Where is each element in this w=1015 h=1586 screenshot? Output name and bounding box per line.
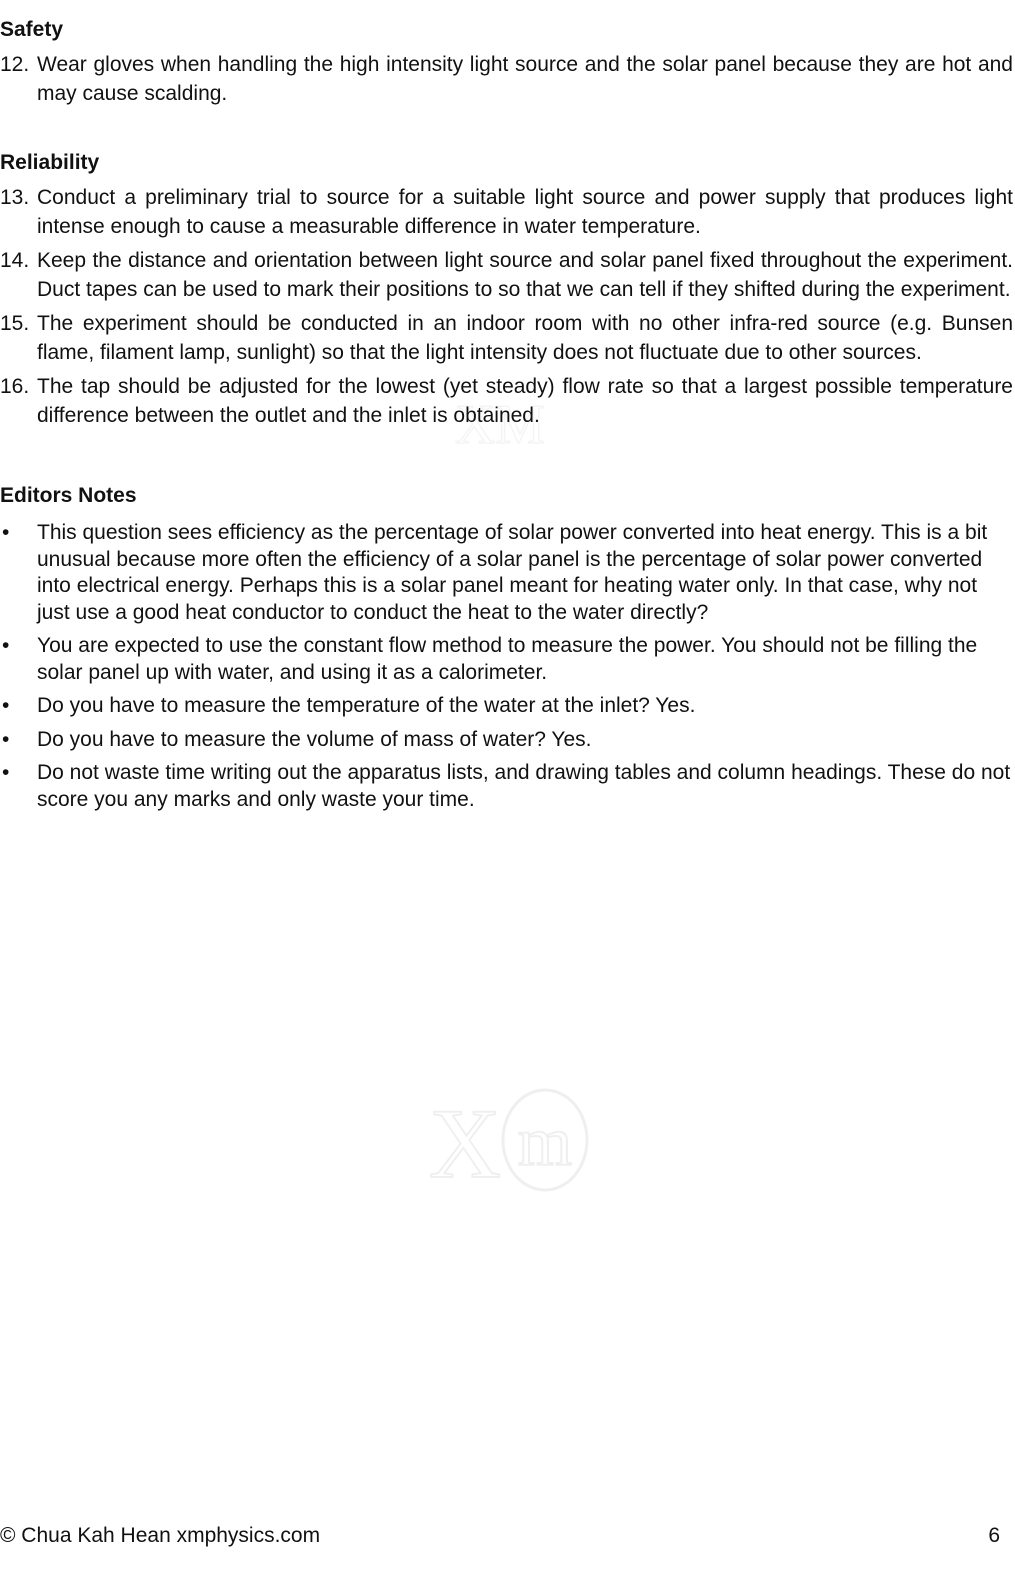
item-text: Conduct a preliminary trial to source for a suitable light source and power supply that produces light intense enough to cause a measurable difference in water temperature. — [37, 186, 1013, 238]
footer-copyright: © Chua Kah Hean xmphysics.com — [0, 1524, 321, 1547]
reliability-heading: Reliability — [0, 151, 100, 174]
editors-notes-heading: Editors Notes — [0, 484, 137, 507]
editors-notes-list — [0, 520, 1013, 813]
watermark-logo-icon — [405, 1085, 595, 1195]
item-number: 15. — [0, 312, 30, 335]
bullet-icon: • — [2, 521, 10, 544]
list-item — [0, 183, 1013, 241]
editors-notes-section — [0, 482, 1013, 813]
list-item — [0, 727, 1013, 754]
item-text: This question sees efficiency as the percentage of solar power converted into heat energy. This is a bit unusual because more often the efficiency of a solar panel is the percentage of solar power converted into electrical energy. Perhaps this is a solar panel meant for heating water only. In that case, why not just use a good heat conductor to conduct the heat to the water directly? — [37, 521, 988, 624]
list-item — [0, 760, 1013, 813]
list-item — [0, 520, 1013, 626]
bullet-icon: • — [2, 634, 10, 657]
list-item — [0, 372, 1013, 430]
item-number: 16. — [0, 375, 30, 398]
list-item — [0, 246, 1013, 304]
list-item — [0, 309, 1013, 367]
item-text: Do you have to measure the temperature of the water at the inlet? Yes. — [37, 694, 696, 717]
safety-section — [0, 16, 1013, 108]
item-number: 12. — [0, 53, 30, 76]
safety-list — [0, 50, 1013, 108]
item-text: The tap should be adjusted for the lowest (yet steady) flow rate so that a largest possible temperature difference between the outlet and the inlet is obtained. — [37, 375, 1013, 427]
item-number: 14. — [0, 249, 30, 272]
item-text: Do you have to measure the volume of mass of water? Yes. — [37, 727, 592, 751]
bullet-icon: • — [2, 761, 10, 784]
bullet-icon: • — [2, 694, 10, 717]
document-content — [0, 16, 1013, 820]
reliability-section — [0, 149, 1013, 430]
svg-text:m: m — [517, 1104, 573, 1181]
reliability-list — [0, 183, 1013, 430]
safety-heading: Safety — [0, 18, 64, 41]
item-text: Keep the distance and orientation between light source and solar panel fixed throughout the experiment. Duct tapes can be used to mark their positions to so that we can tell if they shifted during the experiment. — [37, 249, 1013, 301]
list-item — [0, 50, 1013, 108]
item-text: The experiment should be conducted in an indoor room with no other infra-red source (e.g. Bunsen flame, filament lamp, sunlight) so that the light intensity does not fluctuate due to other sources. — [37, 312, 1013, 364]
bullet-icon: • — [2, 727, 10, 751]
page-footer — [0, 1522, 1000, 1550]
page-number: 6 — [988, 1524, 1000, 1547]
item-text: Do not waste time writing out the apparatus lists, and drawing tables and column headings. These do not score you any marks and only waste your time. — [37, 761, 1011, 811]
item-text: Wear gloves when handling the high intensity light source and the solar panel because they are hot and may cause scalding. — [37, 53, 1013, 105]
item-number: 13. — [0, 186, 30, 209]
item-text: You are expected to use the constant flow method to measure the power. You should not be filling the solar panel up with water, and using it as a calorimeter. — [37, 634, 978, 684]
list-item — [0, 633, 1013, 686]
watermark-text: X — [428, 1088, 502, 1195]
list-item — [0, 693, 1013, 720]
